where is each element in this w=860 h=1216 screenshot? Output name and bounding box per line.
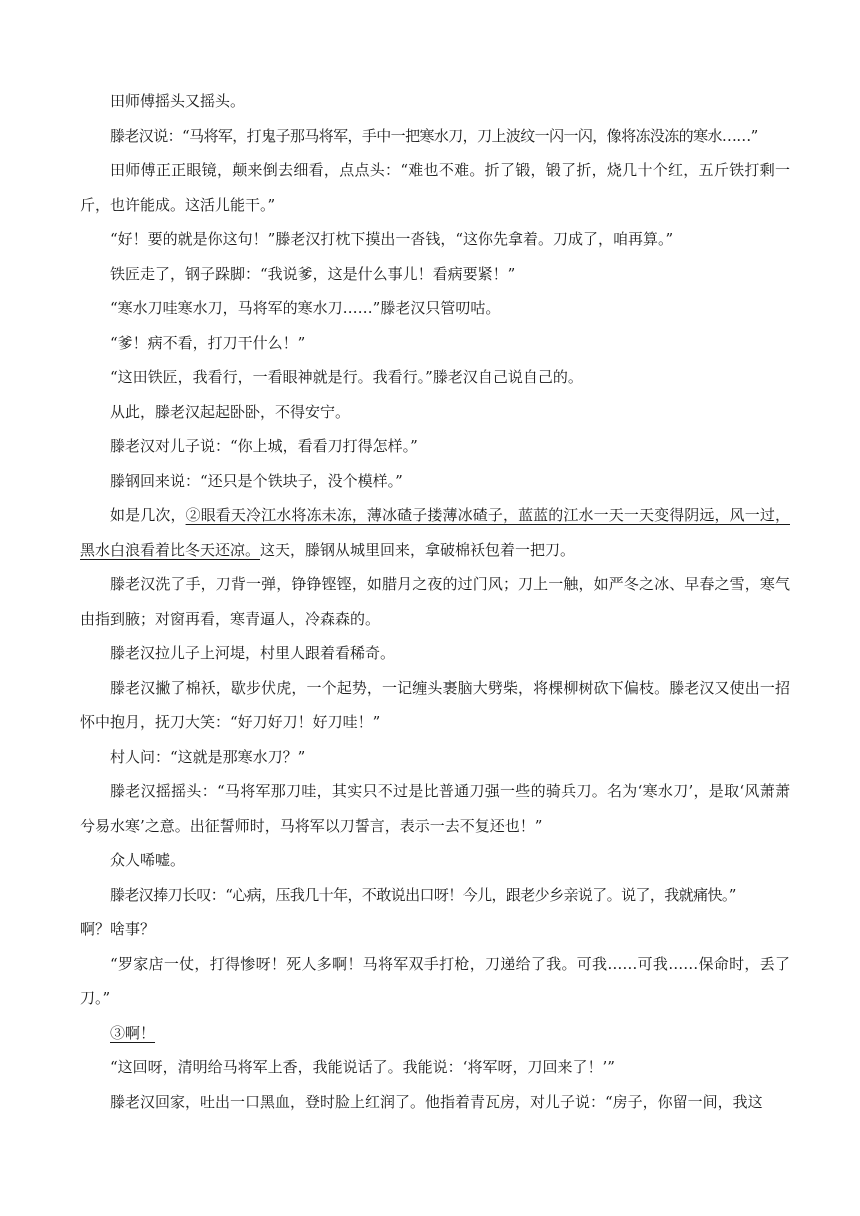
paragraph-with-underline (80, 498, 790, 567)
paragraph: 滕老汉对儿子说：“你上城，看看刀打得怎样。” (110, 437, 418, 455)
paragraph (80, 1016, 790, 1051)
paragraph-text: 这天，滕钢从城里回来，拿破棉袄包着一把刀。 (260, 540, 576, 559)
underlined-sentence-2: ②眼看天冷江水将冻未冻，薄冰碴子搂薄冰碴子，蓝蓝的江水一天一天变得阴远，风一过，黑水白浪看着比冬天还凉。 (80, 506, 790, 559)
paragraph: 滕老汉撇了棉袄，歇步伏虎，一个起势，一记缠头裹脑大劈柴，将棵柳树砍下偏枝。滕老汉又使出一招怀中抱月，抚刀大笑：“好刀好刀！好刀哇！” (80, 678, 790, 731)
paragraph: 滕老汉洗了手，刀背一弹，铮铮铿铿，如腊月之夜的过门风；刀上一触，如严冬之冰、早春之雪，寒气由指到腋；对窗再看，寒青逼人，冷森森的。 (80, 575, 790, 628)
paragraph: 村人问：“这就是那寒水刀？” (110, 747, 306, 766)
paragraph: “爹！病不看，打刀干什么！” (110, 333, 306, 352)
paragraph: “寒水刀哇寒水刀，马将军的寒水刀……”滕老汉只管叨咕。 (110, 299, 501, 317)
paragraph: “好！要的就是你这句！”滕老汉打枕下摸出一沓钱，“这你先拿着。刀成了，咱再算。” (110, 230, 674, 248)
paragraph: 滕老汉摇摇头：“马将军那刀哇，其实只不过是比普通刀强一些的骑兵刀。名为‘寒水刀’，是取‘风萧萧兮易水寒’之意。出征誓师时，马将军以刀誓言，表示一去不复还也！” (80, 782, 790, 835)
paragraph: 啊？啥事？ (80, 920, 156, 938)
paragraph: 众人唏嘘。 (110, 851, 186, 869)
paragraph: 田师傅正正眼镜，颠来倒去细看，点点头：“难也不难。折了锻，锻了折，烧几十个红，五斤铁打剩一斤，也许能成。这活儿能干。” (80, 161, 790, 214)
paragraph: 从此，滕老汉起起卧卧，不得安宁。 (110, 402, 351, 421)
underlined-sentence-3: ③啊！ (110, 1023, 156, 1042)
paragraph: “罗家店一仗，打得惨呀！死人多啊！马将军双手打枪，刀递给了我。可我……可我……保命时，丢了刀。” (80, 954, 790, 1007)
paragraph-text: 如是几次， (110, 506, 186, 524)
paragraph: 铁匠走了，钢子跺脚：“我说爹，这是什么事儿！看病要紧！” (110, 264, 516, 283)
document-body (80, 84, 790, 1119)
paragraph: “这田铁匠，我看行，一看眼神就是行。我看行。”滕老汉自己说自己的。 (110, 368, 583, 386)
paragraph: 滕老汉回家，吐出一口黑血，登时脸上红润了。他指着青瓦房，对儿子说：“房子，你留一间，我这 (110, 1092, 763, 1111)
paragraph: 田师傅摇头又摇头。 (110, 92, 246, 110)
paragraph: 滕钢回来说：“还只是个铁块子，没个模样。” (110, 471, 403, 490)
paragraph: 滕老汉说：“马将军，打鬼子那马将军，手中一把寒水刀，刀上波纹一闪一闪，像将冻没冻的寒水……” (110, 126, 758, 145)
paragraph: 滕老汉拉儿子上河堤，村里人跟着看稀奇。 (110, 644, 396, 662)
paragraph: “这回呀，清明给马将军上香，我能说话了。我能说：‘将军呀，刀回来了！’” (110, 1058, 615, 1076)
paragraph: 滕老汉捧刀长叹：“心病，压我几十年，不敢说出口呀！今儿，跟老少乡亲说了。说了，我就痛快。” (110, 885, 736, 904)
